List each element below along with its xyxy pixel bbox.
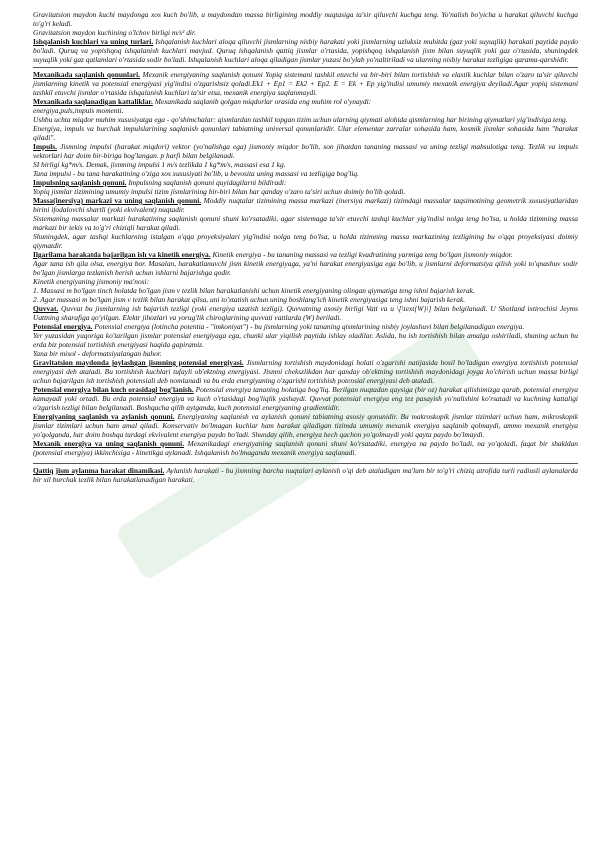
section-heading: Potensial energiya bilan kuch orasidagi bog'lanish.: [33, 385, 194, 394]
divider: [33, 67, 578, 68]
section-body: Potensial energiya tananing holatiga bog'liq. Berilgan nuqtadan qaysiga (bir oz) harakat qilishimizga qarab, potensial energiya kamayadi yoki ortadi. Bu erda potensial energiya va kuch o'rtasidagi bog'liqlik yashaydi. Quvvat potensial energiya eng tez pasayish yo'nalishini ko'rsatadi va kuchning kattaligi o'zgarish tezligi bilan belgilanadi. Boshqacha qilib aytganda, kuch potensial energiyaning gradientidir.: [33, 385, 578, 412]
section-body: Yana bir misol - deformatsiyalangan bahor.: [33, 349, 162, 358]
section-body: SI birligi kg*m/s. Demak, jismning impulsi 1 m/s tezlikda 1 kg*m/s, massasi esa 1 kg.: [33, 160, 286, 169]
section-body: Moddiy nuqtalar tizimining massa markazi (inersiya markazi) tizimdagi massalar taqsimotining geometrik xususiyatlaridan birini ifodalovchi shartli (yoki ekvivalent) nuqtadir.: [33, 196, 578, 214]
section-paragraph: [33, 412, 578, 439]
section-heading: Mexanikada saqlanish qonunlari.: [33, 70, 140, 79]
section-body: Impulsning saqlanish qonuni quyidagilarni bildiradi:: [126, 178, 287, 187]
section-body: Yopiq jismlar tizimining umumiy impulsi tizim jismlarining bir-biri bilan har qanday o'zaro ta'siri uchun doimiy bo'lib qoladi.: [33, 187, 406, 196]
section-paragraph: [33, 439, 578, 457]
section-heading: Mexanikada saqlanadigan kattaliklar.: [33, 97, 153, 106]
section-heading: Mexanik energiya va uning saqlanish qonuni.: [33, 439, 185, 448]
section-paragraph: [33, 115, 578, 124]
section-paragraph: [33, 142, 578, 160]
section-paragraph: [33, 97, 578, 106]
section-body: Kinetik energiya - bu tananing massasi va tezligi kvadratining yarmiga teng bo'lgan jismoniy miqdor.: [210, 250, 513, 259]
section-paragraph: [33, 322, 578, 331]
section-paragraph: [33, 178, 578, 187]
divider: [33, 463, 578, 464]
section-body: Mexanik energiyaning saqlanish qonuni Yopiq sistemani tashkil etuvchi va bir-biri bilan tortishish va elastik kuchlar bilan o'zaro ta'sir qiluvchi jismlarning kinetik va potensial energiyasi yig'indisi o'zgarishsiz qoladi.Ek1 + Ep1 = Ek2 + Ep2. E = Ek + Ep yig'indisi umumiy mexanik energiya deyiladi.Agar yopiq sistemani tashkil etuvchi jismlar o'rtasida ishqalanish kuchlari ta'sir etsa, mexanik energiya saqlanmaydi.: [33, 70, 578, 97]
section-paragraph: [33, 277, 578, 286]
section-body: Tana impulsi - bu tana harakatining o'ziga xos xususiyati bo'lib, u bevosita uning massasi va tezligiga bog'liq.: [33, 169, 359, 178]
section-paragraph: [33, 196, 578, 214]
section-body: Energiya, impuls va burchak impulslarining saqlanish qonunlari tabiatning universal qonunlaridir. Ular elementar zarralar sohasida ham, kosmik jismlar sohasida ham "barakat qiladi".: [33, 124, 578, 142]
section-body: Shuningdek, agar tashqi kuchlarning istalgan o'qqa proyeksiyalari yig'indisi nolga teng bo'lsa, u holda tizimning massa markazining tezligining bu o'qqa proyeksiyasi doimiy qiymatdir.: [33, 232, 578, 250]
section-paragraph: [33, 385, 578, 412]
section-paragraph: [33, 169, 578, 178]
section-body: Yer yuzasidan yuqoriga ko'tarilgan jismlar potensial energiyaga ega, chunki ular yiqilish paytida ishlay oladilar. Aslida, bu ish tortishish bilan amalga oshiriladi, shuning uchun bu erda biz potensial tortishish energiyasi haqida gapiramiz.: [33, 331, 578, 349]
section-paragraph: [33, 232, 578, 250]
section-heading: Qattiq jism aylanma harakat dinamikasi.: [33, 466, 165, 475]
section-paragraph: [33, 349, 578, 358]
section-heading: Gravitatsion maydonda joylashgan jismning potensial energiyasi.: [33, 358, 244, 367]
section-body: 2. Agar massasi m bo'lgan jism v tezlik bilan harakat qilsa, uni to'xtatish uchun uning boshlang'ich kinetik energiyasiga teng ishni bajarish kerak.: [33, 295, 466, 304]
spacer: [33, 457, 578, 460]
intro-paragraph: Gravitatsion maydon kuchi maydonga xos kuch bo'lib, u maydondan massa birligining moddiy nuqtasiga ta'sir qiluvchi kuchga teng. Yo'nalish bo'yicha u harakat qiluvchi kuchga to'g'ri keladi.: [33, 10, 578, 28]
section-heading: Impulsning saqlanish qonuni.: [33, 178, 127, 187]
section-paragraph: [33, 160, 578, 169]
section-body: Quvvat bu jismlarning ish bajarish tezligi (yoki energiya uzatish tezligi). Quvvatning asosiy birligi Vatt va u \[\text{W}\] bilan belgilanadi. U Shotland ixtirochisi Jeyms Uattning sharafiga qo'yilgan. Elektr jihozlari va yorug'lik chiroqlarining quvvati vattlarda (W) beriladi.: [33, 304, 578, 322]
section-body: Jismlarning tortishish maydonidagi holati o'zgarishi natijasida hosil bo'ladigan energiya tortishish potensial energiyasi deb ataladi. Bu tortishish kuchlari tufayli ob'ektning energiyasi. Jismni chekszlikdan har qanday ob'ektning tortishish maydonidagi joyga ko'chirish uchun massa birligi uchun bajarilgan ish tortishish potensiali deb nomlanadi va bu erda energiyaning o'zgarishi tortishish potensial energiyasi deb ataladi.: [33, 358, 578, 385]
section-paragraph: [33, 214, 578, 232]
section-paragraph: [33, 124, 578, 142]
section-rotation: [33, 466, 578, 484]
section-friction: [33, 37, 578, 64]
section-heading: Quvvat.: [33, 304, 59, 313]
section-paragraph: [33, 304, 578, 322]
section-paragraph: [33, 187, 578, 196]
section-heading: Massa(inersiya) markazi va uning saqlanish qonuni.: [33, 196, 202, 205]
intro-block: [33, 10, 578, 37]
section-paragraph: [33, 70, 578, 97]
section-paragraph: [33, 106, 578, 115]
section-paragraph: [33, 358, 578, 385]
section-body: 1. Massasi m bo'lgan tinch holatda bo'lgan jism v tezlik bilan harakatlanishi uchun kinetik energiyaning olingan qiymatiga teng ishni bajarish kerak.: [33, 286, 475, 295]
section-heading: Energiyaning saqlanish va aylanish qonuni.: [33, 412, 175, 421]
section-body: Ishqalanish kuchlari aloqa qiluvchi jismlarning nisbiy harakati yoki jismlarning uzluksiz muhitda (gaz yoki suyuqlik) harakati paytida paydo bo'ladi. Quruq va yopishqoq ishqalanish kuchlari mavjud. Quruq ishqalanish qattiq jismlar o'rtasida, yopishqoq ishqalanish jism bilan suyuqlik yoki gaz o'rtasida, shuningdek suyuqlik yoki gaz qatlamlari o'rtasida sodir bo'ladi. Ishqalanish kuchlari aloqa qiladigan jismlar yuzasi bo'ylab yo'naltiriladi va ularning nisbiy harakat tezligiga qarama-qarshidir.: [33, 37, 578, 64]
section-heading: Ishqalanish kuchlari va uning turlari.: [33, 37, 154, 46]
section-body: Kinetik energiyaning jismoniy ma'nosi:: [33, 277, 150, 286]
section-body: Agar tana ish qila olsa, energiya bor. Masalan, harakatlanuvchi jism kinetik energiyaga, ya'ni harakat energiyasiga ega bo'lib, u jismlarni deformatsiya qilish yoki to'qnashuv sodir bo'lgan jismlarga tezlanish berish uchun ishlarni bajarishga qodir.: [33, 259, 578, 277]
section-body: Mexanikadagi energiyaning saqlanish qonuni shuni ko'rsatadiki, energiya na paydo bo'ladi, na yo'qoladi, faqat bir shakldan (potensial energiya) ikkinchisiga - kinetikga aylanadi. Ishqalanish bo'lmaganda mexanik energiya saqlanadi.: [33, 439, 579, 457]
section-heading: Ilgarilama harakatda bajarilgan ish va kinetik energiya.: [33, 250, 211, 259]
section-heading: Potensial energiya.: [33, 322, 93, 331]
section-heading: Impuls.: [33, 142, 58, 151]
section-body: Mexanikada saqlanib qolgan miqdorlar orasida eng muhim rol o'ynaydi:: [152, 97, 372, 106]
section-body: Sistemaning massalar markazi harakatining saqlanish qonuni shuni ko'rsatadiki, agar sistemaga ta'sir etuvchi tashqi kuchlar yig'indisi nolga teng bo'lsa, u holda tizimning massa markazi bir tekis va to'g'ri chiziqli harakat qiladi.: [33, 214, 578, 232]
section-body: Jismning impulsi (harakat miqdori) vektor (yo'nalishga ega) jismoniy miqdor bo'lib, son jihatdan tananing massasi va uning tezligi mahsulotiga teng. Tezlik va impuls vektorlari har doim bir-biriga bog'langan. p harfi bilan belgilanadi.: [33, 142, 578, 160]
section-paragraph: [33, 286, 578, 295]
section-body: energiya,puls,impuls momenti.: [33, 106, 124, 115]
section-body: Potensial energiya (lotincha potentia - "imkoniyat") - bu jismlarning yoki tananing qismlarining nisbiy joylashuvi bilan belgilanadigan energiya.: [92, 322, 525, 331]
section-paragraph: [33, 295, 578, 304]
section-body: Energiyaning saqlanish va aylanish qonuni tabiatning asosiy qonunidir. Bu makroskopik jismlar tizimlari uchun ham, mikroskopik jismlar tizimlari uchun ham amal qiladi. Konservativ bo'lmagan kuchlar ham harakat qiladigan tizimda umumiy mexanik energiya saqlanib qolmaydi, ammo mexanik energiya yo'qolganda, har doim boshqa turdagi ekvivalent energiya paydo bo'ladi. Shunday qilib, energiya hech qachon yo'qolmaydi yoki qayta paydo bo'lmaydi.: [33, 412, 578, 439]
sections-list: [33, 70, 578, 457]
section-paragraph: [33, 259, 578, 277]
section-paragraph: [33, 250, 578, 259]
section-body: Ushbu uchta miqdor muhim xususiyatga ega - qo'shimchalar: qismlardan tashkil topgan tizim uchun ularning qiymati alohida qismlarning har birining qiymatlari yig'indisiga teng.: [33, 115, 568, 124]
intro-paragraph: Gravitatsion maydon kuchining o'lchov birligi m/s² dir.: [33, 28, 196, 37]
section-paragraph: [33, 331, 578, 349]
section-body: Aylanish harakati - bu jismning barcha nuqtalari aylanish o'qi deb ataladigan ma'lum bir to'g'ri chiziq atrofida turli radiusli aylanalarda bir xil burchak tezlik bilan harakatlanadigan harakati.: [33, 466, 578, 484]
